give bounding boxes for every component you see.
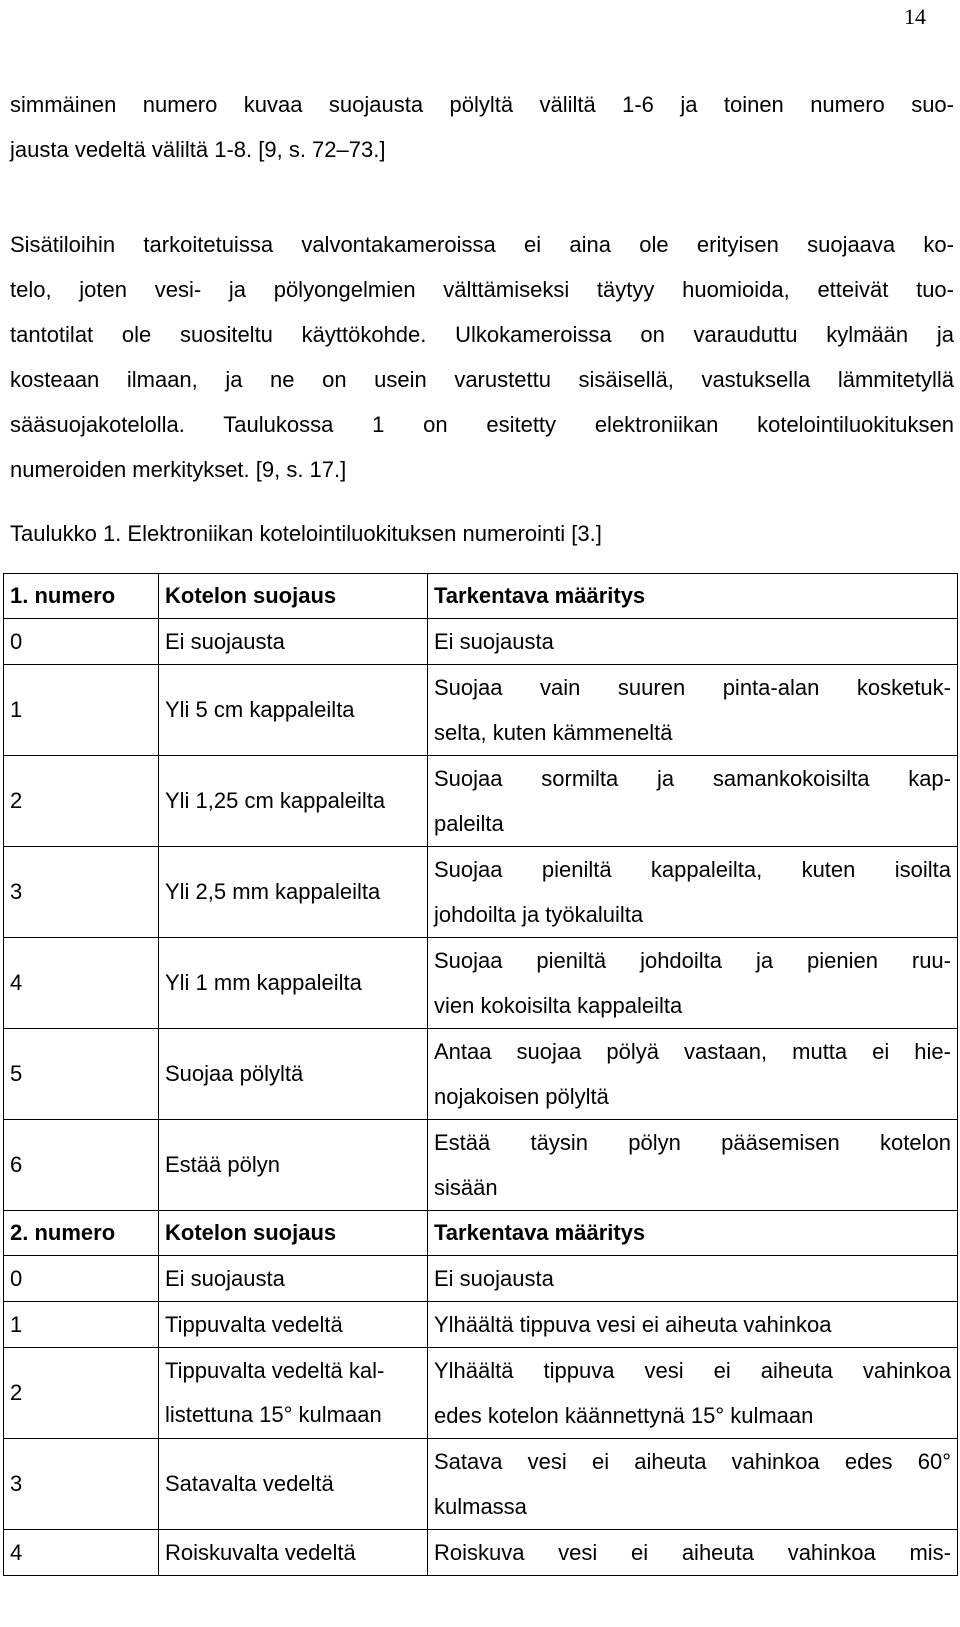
definition-cell: [428, 1029, 958, 1120]
body-paragraph-1: [10, 82, 954, 172]
table-row: [4, 756, 958, 847]
definition-cell: [428, 1348, 958, 1439]
table-header-cell: 2. numero: [4, 1211, 159, 1256]
table-caption: Taulukko 1. Elektroniikan kotelointiluokituksen numerointi [3.]: [10, 521, 602, 546]
protection-level-cell: 3: [4, 847, 159, 938]
cell-text-line: Satavalta vedeltä: [165, 1471, 334, 1496]
definition-cell: [428, 1530, 958, 1576]
protection-level-cell: 6: [4, 1120, 159, 1211]
table-row: [4, 1530, 958, 1576]
table-row: [4, 665, 958, 756]
protection-cell: [159, 665, 428, 756]
body-paragraph-2: [10, 222, 954, 492]
table-row: [4, 1256, 958, 1302]
table-header-cell: Kotelon suojaus: [159, 574, 428, 619]
cell-text-line: Antaa suojaa pölyä vastaan, mutta ei hie-: [434, 1039, 951, 1064]
cell-text-line: nojakoisen pölyltä: [434, 1084, 609, 1109]
cell-text-line: Suojaa vain suuren pinta-alan kosketuk-: [434, 675, 951, 700]
protection-level-cell: 1: [4, 1302, 159, 1348]
table-row: [4, 938, 958, 1029]
table-row: [4, 847, 958, 938]
table-row: [4, 1302, 958, 1348]
protection-cell: [159, 1256, 428, 1302]
table-header-row: [4, 1211, 958, 1256]
cell-text-line: Ei suojausta: [165, 628, 285, 654]
table-header-cell: Tarkentava määritys: [428, 574, 958, 619]
text-line: telo, joten vesi- ja pölyongelmien välttämiseksi täytyy huomioida, etteivät tuo-: [10, 277, 954, 302]
cell-text-line: Ylhäältä tippuva vesi ei aiheuta vahinkoa: [434, 1358, 951, 1383]
protection-level-cell: 1: [4, 665, 159, 756]
text-line: tantotilat ole suositeltu käyttökohde. Ulkokameroissa on varauduttu kylmään ja: [10, 322, 954, 347]
definition-cell: [428, 1256, 958, 1302]
table-header-cell: Kotelon suojaus: [159, 1211, 428, 1256]
cell-text-line: Estää täysin pölyn pääsemisen kotelon: [434, 1130, 951, 1155]
text-line: jausta vedeltä väliltä 1-8. [9, s. 72–73.]: [10, 137, 386, 162]
protection-cell: [159, 938, 428, 1029]
text-line: simmäinen numero kuvaa suojausta pölyltä väliltä 1-6 ja toinen numero suo-: [10, 92, 954, 117]
table-header-cell: 1. numero: [4, 574, 159, 619]
cell-text-line: Roiskuva vesi ei aiheuta vahinkoa mis-: [434, 1540, 951, 1565]
protection-cell: [159, 1530, 428, 1576]
protection-cell: [159, 847, 428, 938]
cell-text-line: Roiskuvalta vedeltä: [165, 1539, 356, 1565]
cell-text-line: Suojaa pölyltä: [165, 1061, 304, 1086]
protection-level-cell: 2: [4, 1348, 159, 1439]
table-row: [4, 1029, 958, 1120]
cell-text-line: Ei suojausta: [434, 1266, 554, 1291]
cell-text-line: selta, kuten kämmeneltä: [434, 720, 673, 745]
cell-text-line: Ei suojausta: [434, 629, 554, 654]
page-number: 14: [904, 4, 926, 29]
protection-level-cell: 4: [4, 938, 159, 1029]
definition-cell: [428, 847, 958, 938]
table-row: [4, 1348, 958, 1439]
protection-level-cell: 3: [4, 1439, 159, 1530]
cell-text-line: Yli 1,25 cm kappaleilta: [165, 788, 386, 813]
text-line: numeroiden merkitykset. [9, s. 17.]: [10, 457, 347, 482]
definition-cell: [428, 619, 958, 665]
protection-level-cell: 0: [4, 1256, 159, 1302]
cell-text-line: vien kokoisilta kappaleilta: [434, 993, 683, 1018]
text-line: Sisätiloihin tarkoitetuissa valvontakameroissa ei aina ole erityisen suojaava ko-: [10, 232, 954, 257]
cell-text-line: Ylhäältä tippuva vesi ei aiheuta vahinkoa: [434, 1312, 832, 1337]
cell-text-line: Suojaa pieniltä johdoilta ja pienien ruu-: [434, 948, 951, 973]
protection-cell: [159, 1348, 428, 1439]
cell-text-line: Satava vesi ei aiheuta vahinkoa edes 60°: [434, 1449, 951, 1474]
definition-cell: [428, 1439, 958, 1530]
cell-text-line: edes kotelon käännettynä 15° kulmaan: [434, 1403, 814, 1428]
definition-cell: [428, 665, 958, 756]
protection-cell: [159, 1439, 428, 1530]
cell-text-line: Ei suojausta: [165, 1265, 285, 1291]
cell-text-line: kulmassa: [434, 1494, 527, 1519]
protection-cell: [159, 1029, 428, 1120]
cell-text-line: Tippuvalta vedeltä kal-: [165, 1358, 385, 1383]
protection-level-cell: 4: [4, 1530, 159, 1576]
protection-cell: [159, 756, 428, 847]
enclosure-classification-table: [3, 573, 958, 1576]
cell-text-line: Estää pölyn: [165, 1152, 280, 1177]
protection-level-cell: 5: [4, 1029, 159, 1120]
cell-text-line: Yli 1 mm kappaleilta: [165, 970, 362, 995]
cell-text-line: paleilta: [434, 811, 504, 836]
protection-cell: [159, 1302, 428, 1348]
text-line: sääsuojakotelolla. Taulukossa 1 on esitetty elektroniikan kotelointiluokituksen: [10, 412, 954, 437]
definition-cell: [428, 1302, 958, 1348]
text-line: kosteaan ilmaan, ja ne on usein varustettu sisäisellä, vastuksella lämmitetyllä: [10, 367, 954, 392]
table-row: [4, 1439, 958, 1530]
protection-level-cell: 0: [4, 619, 159, 665]
cell-text-line: Suojaa sormilta ja samankokoisilta kap-: [434, 766, 951, 791]
cell-text-line: Suojaa pieniltä kappaleilta, kuten isoilta: [434, 857, 951, 882]
cell-text-line: Tippuvalta vedeltä: [165, 1311, 343, 1337]
table-header-cell: Tarkentava määritys: [428, 1211, 958, 1256]
cell-text-line: sisään: [434, 1175, 498, 1200]
protection-cell: [159, 619, 428, 665]
cell-text-line: johdoilta ja työkaluilta: [434, 902, 644, 927]
cell-text-line: listettuna 15° kulmaan: [165, 1402, 382, 1427]
definition-cell: [428, 756, 958, 847]
definition-cell: [428, 938, 958, 1029]
protection-level-cell: 2: [4, 756, 159, 847]
table-row: [4, 1120, 958, 1211]
cell-text-line: Yli 5 cm kappaleilta: [165, 697, 355, 722]
definition-cell: [428, 1120, 958, 1211]
protection-cell: [159, 1120, 428, 1211]
table-row: [4, 619, 958, 665]
cell-text-line: Yli 2,5 mm kappaleilta: [165, 879, 381, 904]
table-header-row: [4, 574, 958, 619]
